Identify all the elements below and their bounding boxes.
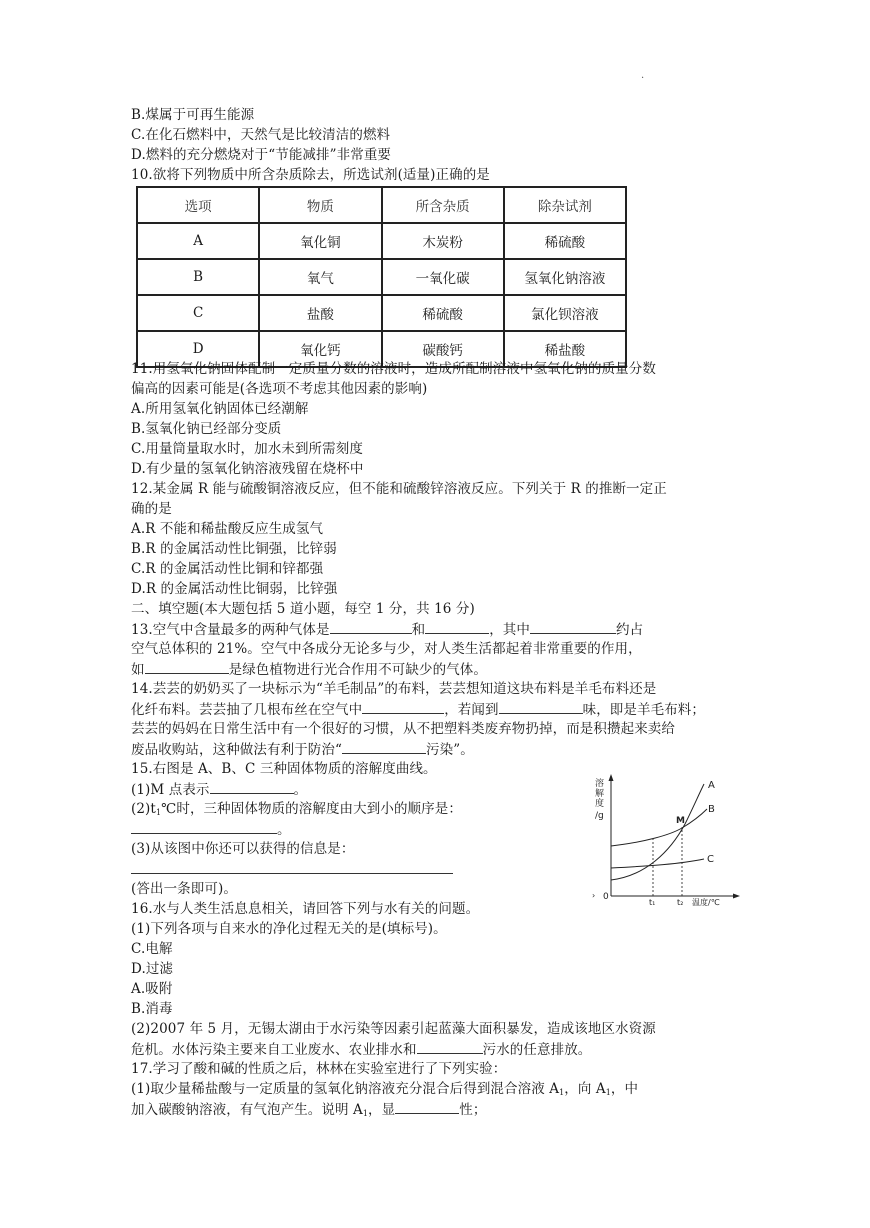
- left-mark: ›: [592, 891, 596, 900]
- table-cell: A: [137, 223, 259, 259]
- table-row: [137, 223, 626, 259]
- y-axis-label: 溶: [595, 779, 605, 789]
- q10-table: [136, 186, 627, 368]
- q17-text: 性；: [459, 1102, 487, 1118]
- curve-a: [611, 784, 704, 880]
- t2-label: t₂: [677, 898, 684, 907]
- q13-line3: [131, 659, 487, 679]
- q16-part2-line1: (2)2007 年 5 月，无锡太湖由于水污染等因素引起蓝藻大面积暴发，造成该地区水资源: [131, 1021, 656, 1037]
- q13-text: 和: [411, 622, 426, 638]
- q14-text: 味，即是羊毛布料；: [582, 702, 706, 718]
- curve-c: [611, 859, 704, 868]
- q14-text: 化纤布料。芸芸抽了几根布丝在空气中: [131, 702, 363, 718]
- q14-line4: [131, 739, 474, 759]
- answer-blank[interactable]: [395, 1099, 459, 1114]
- section-2-heading: 二、填空题(本大题包括 5 道小题，每空 1 分，共 16 分): [131, 601, 475, 617]
- answer-blank[interactable]: [330, 619, 412, 634]
- q15-text: (2)t: [131, 801, 156, 817]
- table-cell: 氯化钡溶液: [504, 295, 626, 331]
- q15-text: ℃时，三种固体物质的溶解度由大到小的顺序是：: [161, 801, 462, 817]
- q11-option-c: C.用量筒量取水时，加水未到所需刻度: [131, 441, 363, 457]
- q15-part2-answer: [131, 819, 291, 839]
- q12-option-a: A.R 不能和稀盐酸反应生成氢气: [131, 521, 324, 537]
- answer-blank[interactable]: [342, 739, 426, 754]
- point-m-label: M: [676, 816, 685, 826]
- table-cell: 稀硫酸: [382, 295, 504, 331]
- curve-b: [611, 809, 707, 846]
- table-header-cell: 物质: [259, 187, 381, 223]
- y-axis-arrow: [609, 774, 614, 781]
- curve-b-label: B: [708, 804, 715, 815]
- q15-part1: [131, 779, 307, 799]
- q15-text: 。: [293, 782, 308, 798]
- q12-option-b: B.R 的金属活动性比铜强，比锌弱: [131, 541, 337, 557]
- answer-blank[interactable]: [362, 699, 444, 714]
- q16-part1: (1)下列各项与自来水的净化过程无关的是(填标号)。: [131, 921, 447, 937]
- q11-option-a: A.所用氢氧化钠固体已经潮解: [131, 401, 309, 417]
- x-axis-arrow: [733, 894, 740, 899]
- q16-option-a: A.吸附: [131, 981, 173, 997]
- answer-blank[interactable]: [210, 779, 294, 794]
- answer-blank[interactable]: [530, 619, 616, 634]
- table-row: [137, 259, 626, 295]
- table-cell: 稀盐酸: [504, 331, 626, 367]
- table-cell: D: [137, 331, 259, 367]
- q14-text: ，若闻到: [444, 702, 499, 718]
- t1-label: t₁: [649, 898, 656, 907]
- q17-text: ，显: [368, 1102, 396, 1118]
- q13-text: 13.空气中含量最多的两种气体是: [131, 622, 330, 638]
- solubility-curve-figure: [590, 772, 740, 907]
- table-cell: 氧气: [259, 259, 381, 295]
- table-cell: 一氧化碳: [382, 259, 504, 295]
- q16-part2-line2: [131, 1039, 591, 1059]
- q11-option-d: D.有少量的氢氧化钠溶液残留在烧杯中: [131, 461, 364, 477]
- table-cell: 氧化钙: [259, 331, 381, 367]
- q15-part3-answer: [131, 859, 453, 879]
- q11-stem-line1: 11.用氢氧化钠固体配制一定质量分数的溶液时，造成所配制溶液中氢氧化钠的质量分数: [131, 361, 656, 377]
- q17-part1-line1: [131, 1079, 638, 1099]
- table-header-cell: 所含杂质: [382, 187, 504, 223]
- table-cell: B: [137, 259, 259, 295]
- q17-text: ，向 A: [564, 1081, 606, 1097]
- q12-option-c: C.R 的金属活动性比铜和锌都强: [131, 561, 324, 577]
- q13-text: 如: [131, 662, 145, 678]
- q9-option-b: B.煤属于可再生能源: [131, 107, 255, 123]
- q13-line1: [131, 619, 643, 639]
- q16-option-d: D.过滤: [131, 961, 174, 977]
- q12-option-d: D.R 的金属活动性比铜弱，比锌强: [131, 581, 338, 597]
- origin-label: 0: [603, 892, 609, 902]
- q14-text: 废品收购站，这种做法有利于防治“: [131, 742, 343, 758]
- answer-blank[interactable]: [417, 1039, 483, 1054]
- subscript: 1: [559, 1088, 565, 1097]
- q17-text: (1)取少量稀盐酸与一定质量的氢氧化钠溶液充分混合后得到混合溶液 A: [131, 1081, 560, 1097]
- q11-option-b: B.氢氧化钠已经部分变质: [131, 421, 282, 437]
- table-row: [137, 295, 626, 331]
- y-axis-label: 解: [595, 789, 605, 799]
- q16-option-c: C.电解: [131, 941, 173, 957]
- answer-blank[interactable]: [131, 859, 453, 874]
- q15-text: 。: [277, 822, 291, 838]
- subscript: 1: [605, 1088, 611, 1097]
- q12-stem-line2: 确的是: [131, 501, 172, 517]
- subscript: 1: [362, 1109, 369, 1118]
- q14-text: 污染”。: [426, 742, 474, 758]
- table-cell: 盐酸: [259, 295, 381, 331]
- q17-text: ，中: [610, 1081, 639, 1097]
- q15-stem: 15.右图是 A、B、C 三种固体物质的溶解度曲线。: [131, 761, 437, 777]
- y-axis-label: /g: [595, 811, 604, 821]
- answer-blank[interactable]: [425, 619, 489, 634]
- table-cell: 氧化铜: [259, 223, 381, 259]
- q16-option-b: B.消毒: [131, 1001, 173, 1017]
- q15-text: (1)M 点表示: [131, 782, 210, 798]
- x-axis-label: 温度/℃: [692, 898, 720, 907]
- table-cell: 氢氧化钠溶液: [504, 259, 626, 295]
- page-dot: .: [641, 70, 645, 81]
- q13-text: 是绿色植物进行光合作用不可缺少的气体。: [228, 662, 488, 678]
- q17-text: 加入碳酸钠溶液，有气泡产生。说明 A: [131, 1102, 363, 1118]
- q17-stem: 17.学习了酸和碱的性质之后，林林在实验室进行了下列实验：: [131, 1061, 507, 1077]
- q13-text: ，其中: [489, 622, 530, 638]
- q9-option-c: C.在化石燃料中，天然气是比较清洁的燃料: [131, 127, 391, 143]
- table-cell: 稀硫酸: [504, 223, 626, 259]
- q15-part2: [131, 799, 462, 819]
- q15-part3-note: (答出一条即可)。: [131, 881, 237, 897]
- table-cell: C: [137, 295, 259, 331]
- subscript: 1: [155, 808, 162, 817]
- q12-stem-line1: 12.某金属 R 能与硫酸铜溶液反应，但不能和硫酸锌溶液反应。下列关于 R 的推断一定正: [131, 481, 667, 497]
- table-cell: 碳酸钙: [382, 331, 504, 367]
- table-header-cell: 除杂试剂: [504, 187, 626, 223]
- y-axis-label: 度: [595, 799, 605, 809]
- q16-text: 污水的任意排放。: [482, 1042, 592, 1058]
- q13-line2: 空气总体积的 21%。空气中各成分无论多与少，对人类生活都起着非常重要的作用，: [131, 641, 642, 657]
- q16-stem: 16.水与人类生活息息相关，请回答下列与水有关的问题。: [131, 901, 480, 917]
- q16-text: 危机。水体污染主要来自工业废水、农业排水和: [131, 1042, 417, 1058]
- answer-blank[interactable]: [131, 819, 277, 834]
- table-header-cell: 选项: [137, 187, 259, 223]
- q14-line3: 芸芸的妈妈在日常生活中有一个很好的习惯，从不把塑料类废弃物扔掉，而是积攒起来卖给: [131, 721, 675, 737]
- table-header-row: [137, 187, 626, 223]
- q14-line2: [131, 699, 705, 719]
- q10-stem: 10.欲将下列物质中所含杂质除去，所选试剂(适量)正确的是: [131, 167, 490, 183]
- table-cell: 木炭粉: [382, 223, 504, 259]
- q13-text: 约占: [616, 622, 644, 638]
- q11-stem-line2: 偏高的因素可能是(各选项不考虑其他因素的影响): [131, 381, 428, 397]
- q17-part1-line2: [131, 1099, 486, 1119]
- q14-line1: 14.芸芸的奶奶买了一块标示为“羊毛制品”的布料，芸芸想知道这块布料是羊毛布料还是: [131, 681, 657, 697]
- q9-option-d: D.燃料的充分燃烧对于“节能减排”非常重要: [131, 147, 392, 163]
- curve-c-label: C: [707, 854, 714, 865]
- q15-part3: (3)从该图中你还可以获得的信息是：: [131, 841, 355, 857]
- answer-blank[interactable]: [145, 659, 229, 674]
- curve-a-label: A: [708, 780, 715, 791]
- answer-blank[interactable]: [499, 699, 583, 714]
